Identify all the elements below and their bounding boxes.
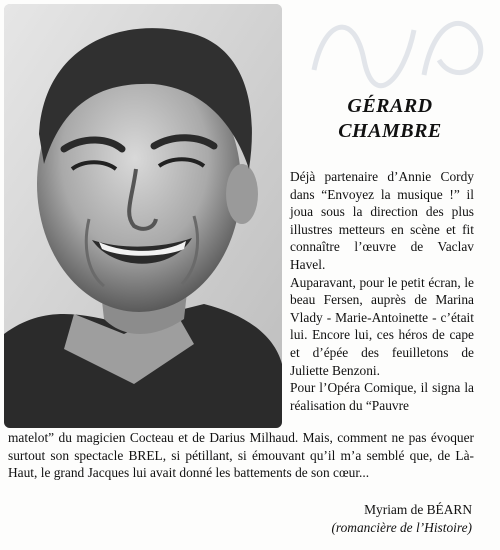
portrait-illustration	[4, 4, 282, 428]
article-title	[300, 94, 480, 144]
author-name: Myriam de BÉARN	[364, 502, 472, 517]
paragraph-3-start: Pour l’Opéra Comique, il signa la réalisation du “Pauvre	[290, 380, 474, 413]
paragraph-2: Auparavant, pour le petit écran, le beau Fersen, auprès de Marina Vlady - Marie-Antoinette - c’était lui. Encore lui, ces héros de cape et d’épée des feuilletons de Juliette Benzoni.	[290, 274, 474, 378]
full-width-text	[8, 429, 474, 482]
title-line-2: CHAMBRE	[338, 120, 442, 142]
column-text	[290, 168, 474, 414]
paragraph-3-end: matelot” du magicien Cocteau et de Darius Milhaud. Mais, comment ne pas évoquer surtout son spectacle BREL, si pétillant, si émouvant qu’il m’a semblé que, de Là-Haut, le grand Jacques lui avait donné les battements de son cœur...	[8, 430, 474, 481]
paragraph-1: Déjà partenaire d’Annie Cordy dans “Envoyez la musique !” il joua sous la direction des plus illustres metteurs en scène et fit connaître l’œuvre de Vaclav Havel.	[290, 169, 474, 272]
author-role: (romancière de l’Histoire)	[331, 520, 472, 535]
title-line-1: GÉRARD	[347, 95, 433, 117]
background-decoration	[294, 0, 494, 90]
portrait-photo	[4, 4, 282, 428]
